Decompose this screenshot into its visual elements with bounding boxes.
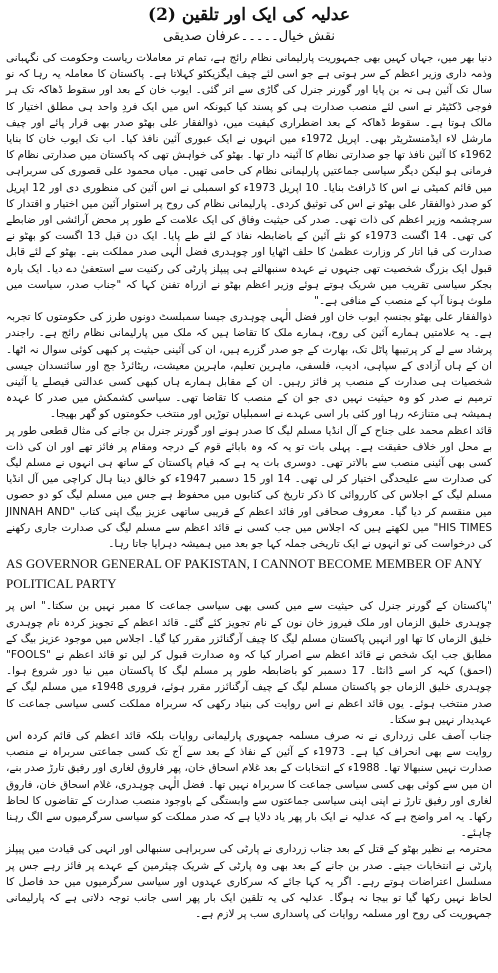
article-paragraph: قائد اعظم محمد علی جناح کے آل انڈیا مسلم لیگ کا صدر ہونے اور گورنر جنرل بن جانے کی مثال قطعی طور پر بے محل اور خلاف حقیقت ہے۔ پہلی بات تو یہ کہ وہ بابائے قوم کے درجہ ومقام پر فائز تھے اور ان کی ذات کسی بھی آئینی منصب سے بالاتر تھی۔ دوسری بات یہ ہے کہ قیام پاکستان کے ساتھ ہی انہوں نے مسلم لیگ کی صدارت سے علیحدگی اختیار کر لی تھی۔ 14 اور 15 دسمبر 1947ء کو خالق دینا ہال کراچی میں آل انڈیا مسلم لیگ کے اجلاس کی کارروائی کا ذکر تاریخ کی کتابوں میں محفوظ ہے جس میں مسلم لیگ کو دو حصوں میں منقسم کر دیا گیا۔ معروف صحافی اور قائد اعظم کے قریبی ساتھی عزیز بیگ اپنی کتاب "JINNAH AND HIS TIMES" میں لکھتے ہیں کہ اجلاس میں جب کسی نے قائد اعظم سے مسلم لیگ کی صدارت جاری رکھنے کی درخواست کی تو انہوں نے ایک تاریخی جملہ کہا جو بعد میں ہمیشہ دہرایا جاتا رہا۔ — [6, 424, 493, 551]
article-paragraph: جناب آصف علی زرداری نے نہ صرف مسلمہ جمہوری پارلیمانی روایات بلکہ قائد اعظم کی قائم کردہ اس روایت سے بھی انحراف کیا ہے۔ 1973ء کے آئین کے نفاذ کے بعد سے آج تک کسی جماعتی سربراہ نے منصب صدارت نہیں سنبھالا تھا۔ 1988ء کے انتخابات کے بعد غلام اسحاق خان، پھر فاروق لغاری اور رفیق تارڑ صدر بنے، ان میں سے کوئی بھی کسی سیاسی جماعت کا سربراہ نہیں تھا۔ فضل الٰہی چوہدری، غلام اسحاق خان، فاروق لغاری اور رفیق تارڑ نے اپنی اپنی سیاسی جماعتوں سے وابستگی کے باوجود منصب صدارت کے تقاضوں کا لحاظ رکھا۔ یہ امر واضح ہے کہ عدلیہ نے ایک بار پھر یاد دلایا ہے کہ صدر مملکت کو سیاسی سرگرمیوں سے الگ رہنا چاہئے۔ — [6, 729, 492, 840]
article-paragraph: "پاکستان کے گورنر جنرل کی حیثیت سے میں کسی بھی سیاسی جماعت کا ممبر نہیں بن سکتا۔" اس پر چوہدری خلیق الزماں اور ملک فیروز خان نون کے نام تجویز کئے گئے۔ قائد اعظم کے تجویز کردہ نام چوہدری خلیق الزماں کا تھا اور انہیں پاکستان مسلم لیگ کا چیف آرگنائزر مقرر کیا گیا۔ اجلاس میں موجود عزیز بیگ کے مطابق جب ایک شخص نے قائد اعظم سے اصرار کیا کہ وہ صدارت قبول کر لیں تو قائد اعظم نے "FOOLS" (احمق) کہہ کر اسے ڈانٹا۔ 17 دسمبر کو باضابطہ طور پر مسلم لیگ کا پاکستان میں نیا دور شروع ہوا۔ چوہدری خلیق الزماں جو پاکستان مسلم لیگ کے چیف آرگنائزر مقرر ہوئے، فروری 1948ء میں مسلم لیگ کے صدر منتخب ہوئے۔ یوں قائد اعظم نے اس روایت کی بنیاد رکھی کہ سربراہ مملکت کسی سیاسی جماعت کا عہدیدار نہیں ہو سکتا۔ — [6, 600, 492, 726]
article-title: عدلیہ کی ایک اور تلقین (2) — [148, 5, 350, 25]
article-paragraph: دنیا بھر میں، جہاں کہیں بھی جمہوریت پارلیمانی نظام رائج ہے، تمام تر معاملات ریاست وحکومت کی نگہبانی وذمہ داری وزیر اعظم کے سر ہوتی ہے جو اسی لئے چیف ایگزیکٹو کہلاتا ہے۔ پاکستان کا معاملہ یہ رہا کہ نو سال تک آئین ہی نہ بن پایا اور گورنر جنرل کی گاڑی سے اتر گئی۔ ایوب خان کے بعد اور سقوط ڈھاکہ تک ہر فوجی ڈکٹیٹر نے اسی لئے منصب صدارت ہی کو پسند کیا کیونکہ اس میں ایک فردِ واحد ہی مطلق اختیار کا مالک ہوتا ہے۔ سقوط ڈھاکہ کے بعد اضطراری کیفیت میں، ذوالفقار علی بھٹو صدر بھی قرار پائے اور چیف مارشل لاء ایڈمنسٹریٹر بھی۔ اپریل 1972ء میں انہوں نے ایک عبوری آئین نافذ کیا۔ اب تک ایوب خان کا بنایا 1962ء کا آئین نافذ تھا جو صدارتی نظام کا آئینہ دار تھا۔ بھٹو کی خواہش تھی کہ پاکستان میں صدارتی نظام کا فرمانی ہو لیکن دیگر سیاسی جماعتیں پارلیمانی نظام کی حامی تھیں۔ میاں محمود علی قصوری کی سربراہی میں قائم کمیٹی نے اس کا ڈرافٹ بنایا۔ 10 اپریل 1973ء کو اسمبلی نے اس آئین کی منظوری دی اور 12 اپریل کو صدر ذوالفقار علی بھٹو نے اس کی توثیق کردی۔ پارلیمانی نظام کی روح پر استوار آئین میں اختیار و اقتدار کا سرچشمہ وزیر اعظم کی ذات تھی۔ صدر کی حیثیت وفاق کی ایک علامت کے طور پر محض آرائشی اور ضابطے کی تھی۔ 14 اگست 1973ء کو نئے آئین کے باضابطہ نفاذ کے لئے طے پایا۔ ایک دن قبل 13 اگست کو بھٹو نے صدارت کی قبا اتار کر وزارت عظمیٰ کا حلف اٹھایا اور چوہدری فضل الٰہی صدر مملکت بنے۔ بھٹو کے لئے قابل قبول ایک بزرگ شخصیت تھی جنہوں نے عہدہ سنبھالتے ہی پیپلز پارٹی کی رکنیت سے استعفیٰ دے دیا۔ ایک بارہ بجکر سیاسی تقریب میں شریک ہوتے ہوئے وزیر اعظم بھٹو نے ازراہ تفنن کہا کہ "جناب صدر، سیاست میں ملوث ہونا آپ کے منصب کے منافی ہے۔" — [6, 52, 493, 308]
article-body — [6, 50, 492, 922]
article-byline: نقش خیال۔۔۔۔۔عرفان صدیقی — [162, 29, 336, 44]
article-paragraph: ذوالفقار علی بھٹو بجنسہٖ ایوب خان اور فضل الٰہی چوہدری جیسا سمبلسٹ دونوں طرز کی حکومتوں کا تجربہ ہے۔ یہ علامتیں ہمارے آئین کی روح، ہمارے ملک کا تقاضا ہیں کہ ملک میں پارلیمانی نظام رائج ہے۔ راجندر پرشاد سے لے کر پرتیبھا پاٹل تک، بھارت کے جو صدر گزرے ہیں، ان کی آئینی حیثیت پر کبھی کوئی سوال نہ اٹھا۔ ان کے ہاں آزادی کے سپاہی، ادیب، فلسفی، ماہرین تعلیم، ماہرین معیشت، ریٹائرڈ جج اور سائنسدان جیسی شخصیات ہی صدارت کے منصب پر فائز رہیں۔ ان کے مقابل ہمارے ہاں کبھی کسی عدالتی فیصلے یا آئینی ترمیم نے صدر کو وہ حیثیت نہیں دی جو ان کے منصب کا تقاضا تھی۔ سیاسی کشمکش میں صدر کا عہدہ ہمیشہ ہی متنازعہ رہا اور کئی بار اسی عہدے نے اسمبلیاں توڑیں اور منتخب حکومتوں کو گھر بھیجا۔ — [6, 311, 492, 421]
english-quote: AS GOVERNOR GENERAL OF PAKISTAN, I CANNOT BECOME MEMBER OF ANY POLITICAL PARTY — [6, 556, 482, 592]
article-paragraph: محترمہ بے نظیر بھٹو کے قتل کے بعد جناب زرداری نے پارٹی کی سربراہی سنبھالی اور انہی کی قیادت میں پیپلز پارٹی نے انتخابات جیتے۔ صدر بن جانے کے بعد بھی وہ پارٹی کے شریک چیئرمین کے عہدے پر فائز رہے جس پر مسلسل اعتراضات ہوتے رہے۔ اگر یہ کہا جائے کہ سرکاری عہدوں اور سیاسی سرگرمیوں میں حد فاصل کا لحاظ نہیں رکھا گیا تو بیجا نہ ہوگا۔ عدلیہ کی یہ تلقین ایک بار پھر اسی جانب توجہ دلاتی ہے کہ پارلیمانی جمہوریت کی روح اور مسلمہ روایات کی پاسداری سب پر لازم ہے۔ — [6, 843, 492, 921]
